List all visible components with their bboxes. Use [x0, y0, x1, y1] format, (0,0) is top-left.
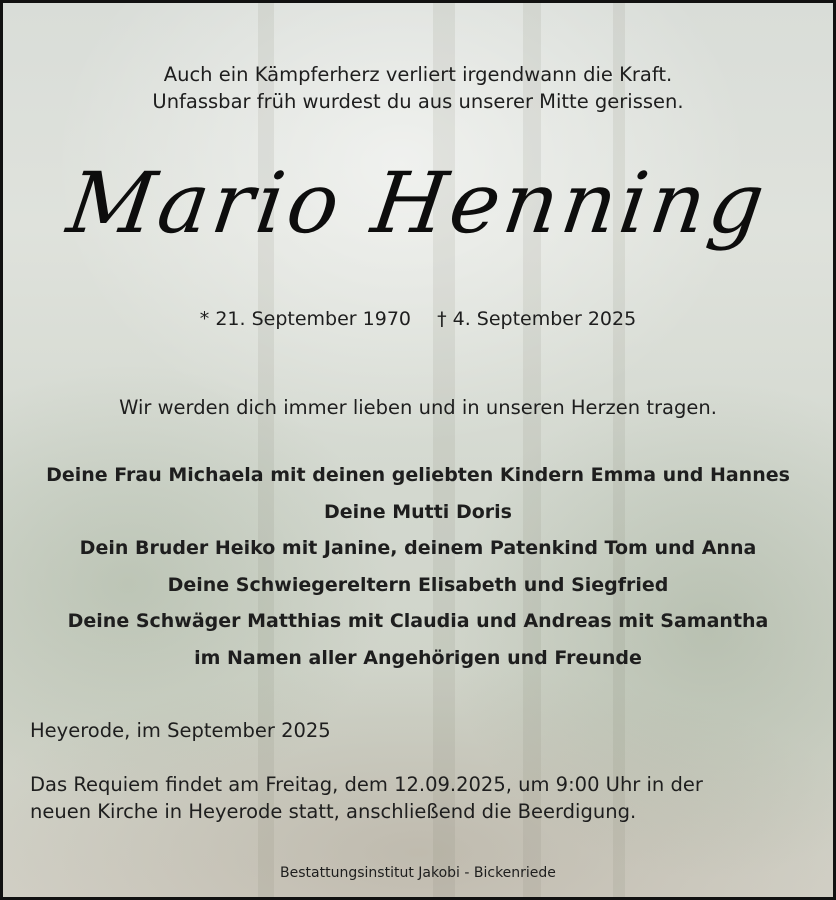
intro-line: Unfassbar früh wurdest du aus unserer Mitte gerissen. — [152, 90, 684, 113]
mourner-line: im Namen aller Angehörigen und Freunde — [194, 646, 642, 669]
motto: Wir werden dich immer lieben und in unseren Herzen tragen. — [119, 396, 717, 419]
intro-verse — [3, 61, 833, 115]
place-date: Heyerode, im September 2025 — [30, 719, 331, 742]
undertaker-credit: Bestattungsinstitut Jakobi - Bickenriede — [280, 865, 556, 881]
obituary-content — [3, 3, 833, 897]
mourner-line: Deine Frau Michaela mit deinen geliebten Kindern Emma und Hannes — [46, 464, 790, 486]
mourner-line: Deine Schwäger Matthias mit Claudia und Andreas mit Samantha — [67, 610, 769, 632]
death-date: † 4. September 2025 — [437, 308, 637, 330]
mourner-line: Deine Schwiegereltern Elisabeth und Siegfried — [167, 573, 669, 596]
mourner-line: Dein Bruder Heiko mit Janine, deinem Patenkind Tom und Anna — [79, 537, 757, 559]
service-line: Das Requiem findet am Freitag, dem 12.09.2025, um 9:00 Uhr in der — [30, 773, 703, 796]
mourners-list — [3, 457, 833, 676]
birth-date: * 21. September 1970 — [199, 308, 412, 330]
mourner-line: Deine Mutti Doris — [324, 500, 512, 523]
life-dates — [3, 308, 833, 330]
deceased-name: Mario Henning — [61, 154, 775, 252]
service-info — [30, 771, 810, 825]
intro-line: Auch ein Kämpferherz verliert irgendwann die Kraft. — [163, 63, 673, 86]
service-line: neuen Kirche in Heyerode statt, anschließend die Beerdigung. — [30, 800, 637, 823]
